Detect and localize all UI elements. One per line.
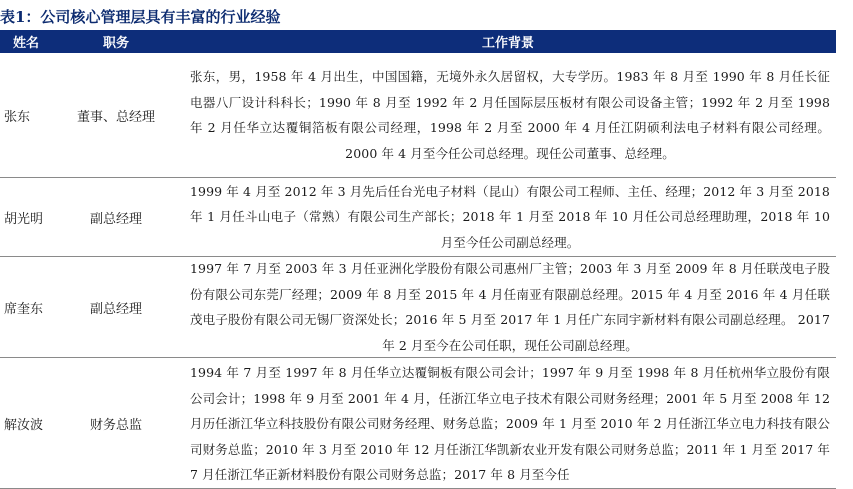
cell-name: 席奎东 xyxy=(4,301,44,317)
table-row xyxy=(0,178,836,257)
header-background: 工作背景 xyxy=(481,36,534,51)
table-title: 表1：公司核心管理层具有丰富的行业经验 xyxy=(0,8,281,26)
cell-background: 张东，男，1958 年 4 月出生，中国国籍，无境外永久居留权，大专学历。1983 年 8 月至 1990 年 8 月任长征电器八厂设计科科长；1990 年 8 月至 1992 年 2 月任国际层压板材有限公司设备主管；1992 年 2 月至 1998 年 2 月任华立达覆铜箔板有限公司经理，1998 年 2 月至 2000 年 4 月任江阴硕利法电子材料有限公司经理。 2000 年 4 月至今任公司总经理。现任公司董事、总经理。 xyxy=(190,69,830,161)
table-row xyxy=(0,53,836,178)
cell-name: 解汝波 xyxy=(4,417,44,433)
cell-background: 1994 年 7 月至 1997 年 8 月任华立达覆铜板有限公司会计；1997 年 9 月至 1998 年 8 月任杭州华立股份有限公司会计；1998 年 9 月至 2001 年 4 月，任浙江华立电子技术有限公司财务经理；2001 年 5 月至 2008 年 12 月历任浙江华立科技股份有限公司财务经理、财务总监；2009 年 1 月至 2010 年 2 月任浙江华立电力科技有限公司财务总监；2010 年 3 月至 2010 年 12 月任浙江华凯新农业开发有限公司财务总监；2011 年 1 月至 2017 年 7 月任浙江华正新材料股份有限公司财务总监；2017 年 8 月至今任 xyxy=(190,365,830,482)
cell-role: 副总经理 xyxy=(89,301,142,317)
table-row xyxy=(0,358,836,489)
management-table xyxy=(0,30,836,489)
cell-background: 1999 年 4 月至 2012 年 3 月先后任台光电子材料（昆山）有限公司工程师、主任、经理；2012 年 3 月至 2018 年 1 月任斗山电子（常熟）有限公司生产部长；2018 年 1 月至 2018 年 10 月任公司总经理助理，2018 年 10 月至今任公司副总经理。 xyxy=(190,183,830,250)
cell-name: 胡光明 xyxy=(4,211,44,227)
cell-name: 张东 xyxy=(4,109,31,125)
table-header xyxy=(0,30,836,53)
table-row xyxy=(0,257,836,358)
header-role: 职务 xyxy=(102,36,129,51)
cell-role: 财务总监 xyxy=(89,417,142,433)
cell-background: 1997 年 7 月至 2003 年 3 月任亚洲化学股份有限公司惠州厂主管；2003 年 3 月至 2009 年 8 月任联茂电子股份有限公司东莞厂经理；2009 年 8 月至 2015 年 4 月任南亚有限副总经理。2015 年 4 月至 2016 年 4 月任联茂电子股份有限公司无锡厂资深处长；2016 年 5 月至 2017 年 1 月任广东同宇新材料有限公司副总经理。 2017 年 2 月至今在公司任职，现任公司副总经理。 xyxy=(190,261,830,353)
cell-role: 副总经理 xyxy=(89,211,142,227)
header-name: 姓名 xyxy=(12,36,39,51)
cell-role: 董事、总经理 xyxy=(76,109,155,125)
